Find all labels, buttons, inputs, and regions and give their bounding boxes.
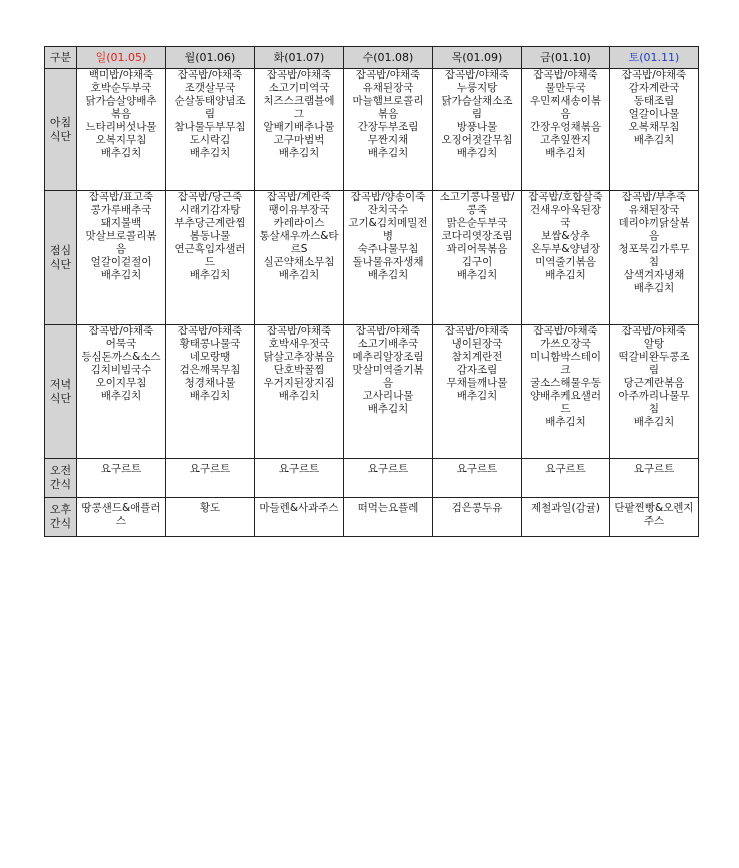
row-label-line: 식단: [49, 129, 72, 143]
menu-item: 백미밥/야채죽: [88, 69, 154, 81]
menu-item: 잡곡밥/야채죽: [266, 325, 332, 337]
menu-item: 미역줄기볶음: [535, 256, 596, 268]
menu-item: 잡곡밥/야채죽: [444, 325, 510, 337]
menu-item: 잡곡밥/당근죽: [177, 191, 243, 203]
menu-item: 배추김치: [100, 147, 142, 159]
menu-item: 오복채무침: [628, 121, 680, 133]
row-label-line: 식단: [49, 391, 72, 405]
dinner-row: [45, 325, 699, 459]
menu-item: 시래기감자탕: [179, 204, 241, 216]
menu-item: 음: [560, 108, 571, 120]
row-label-lunch: [45, 191, 77, 325]
menu-item: 미니함박스테이: [529, 351, 601, 363]
menu-item: 어묵국: [105, 338, 137, 350]
meal-cell: [522, 459, 610, 498]
meal-cell: [255, 191, 344, 325]
menu-item: 병: [382, 230, 394, 242]
menu-item: 굴소스해물우동: [529, 377, 601, 389]
menu-item: 참치계란전: [451, 351, 503, 363]
menu-item: 유채된장국: [362, 82, 414, 94]
menu-item: 얼갈이나물: [628, 108, 680, 120]
menu-item: 배추김치: [367, 269, 409, 281]
menu-item: 배추김치: [189, 269, 231, 281]
meal-cell: [433, 69, 522, 191]
menu-item: 스: [115, 515, 127, 527]
menu-item: 르S: [290, 243, 308, 255]
menu-item: 소고기콩나물밥/: [439, 191, 515, 203]
menu-item: 고추잎짠지: [540, 134, 591, 146]
menu-item: 냉이된장국: [451, 338, 503, 350]
menu-item: 잡곡밥/야채죽: [88, 325, 154, 337]
menu-item: 배추김치: [189, 390, 231, 402]
menu-item: 잡곡밥/야채죽: [621, 69, 687, 81]
menu-item: 잡곡밥/야채죽: [444, 69, 510, 81]
menu-item: 건새우아욱된장: [529, 204, 601, 216]
menu-item: 참나물두부무침: [174, 121, 246, 133]
meal-cell: [344, 459, 433, 498]
menu-item: 당근계란볶음: [623, 377, 685, 389]
menu-item: 황태콩나물국: [179, 338, 241, 350]
menu-item: 잡곡밥/야채죽: [177, 69, 243, 81]
meal-cell: [433, 459, 522, 498]
menu-item: 등심돈까스&소스: [81, 351, 161, 363]
menu-item: 우거지된장지짐: [263, 377, 335, 389]
meal-cell: [610, 459, 699, 498]
menu-item: 마늘햄브로콜리: [352, 95, 424, 107]
menu-item: 메추리알장조림: [352, 351, 424, 363]
menu-item: 맑은순두부국: [446, 217, 508, 229]
menu-item: 콩가루배추국: [90, 204, 152, 216]
meal-cell: [610, 498, 699, 537]
menu-item: 코다리엿장조림: [441, 230, 513, 242]
menu-item: 잡곡밥/야채죽: [266, 69, 332, 81]
menu-item: 알탕: [643, 338, 665, 350]
breakfast-row: [45, 69, 699, 191]
menu-item: 림: [204, 108, 216, 120]
meal-cell: [166, 325, 255, 459]
row-label-line: 간식: [49, 478, 72, 491]
menu-item: 땅콩샌드&애플러: [81, 502, 161, 514]
menu-item: 통살새우까스&타: [259, 230, 339, 242]
menu-item: 데리야끼닭살볶: [618, 217, 690, 229]
meal-cell: [77, 498, 166, 537]
day-header-sat: 토(01.11): [610, 47, 699, 69]
row-label-line: 저녁: [49, 377, 72, 391]
meal-cell: [433, 325, 522, 459]
menu-item: 림: [471, 108, 483, 120]
menu-item: 고사리나물: [362, 390, 414, 402]
menu-item: 잡곡밥/야채죽: [621, 325, 687, 337]
weekly-menu-table: [44, 46, 699, 537]
menu-item: 떡갈비완두콩조: [618, 351, 690, 363]
menu-item: 동태조림: [633, 95, 675, 107]
menu-item: 방풍나물: [456, 121, 498, 133]
menu-item: 침: [648, 403, 660, 415]
menu-item: 닭살고추장볶음: [263, 351, 335, 363]
meal-cell: [344, 325, 433, 459]
menu-item: 무짠지채: [367, 134, 409, 146]
menu-item: 소고기배추국: [357, 338, 419, 350]
meal-cell: [166, 69, 255, 191]
menu-item: 맛살미역줄기볶: [352, 364, 424, 376]
menu-item: 물만두국: [545, 82, 586, 94]
meal-cell: [77, 69, 166, 191]
menu-item: 아주까리나물무: [618, 390, 690, 402]
menu-item: 잡곡밥/야채죽: [355, 69, 421, 81]
meal-cell: [344, 191, 433, 325]
menu-item: 드: [204, 256, 216, 268]
menu-item: 연근흑임자샐러: [174, 243, 246, 255]
menu-item: 배추김치: [456, 269, 498, 281]
menu-item: 닭가슴살양배추: [85, 95, 157, 107]
row-label-line: 식단: [49, 257, 72, 271]
header-label: 구분: [45, 47, 77, 69]
menu-item: 잡곡밥/야채죽: [355, 325, 421, 337]
day-header-tue: 화(01.07): [255, 47, 344, 69]
row-label-line: 아침: [49, 115, 72, 129]
menu-item: 치즈스크램블에: [263, 95, 335, 107]
menu-item: 배추김치: [278, 269, 320, 281]
menu-item: 잡곡밥/야채죽: [533, 325, 598, 337]
day-header-wed: 수(01.08): [344, 47, 433, 69]
meal-cell: [522, 191, 610, 325]
menu-item: 간장우엉채볶음: [529, 121, 601, 133]
meal-cell: [610, 69, 699, 191]
meal-cell: [433, 498, 522, 537]
menu-item: 소고기미역국: [268, 82, 330, 94]
meal-cell: [344, 498, 433, 537]
meal-cell: [610, 325, 699, 459]
menu-item: 닭가슴살채소조: [441, 95, 513, 107]
row-label-am-snack: [45, 459, 77, 498]
menu-item: 잡곡밥/양송이죽: [350, 191, 426, 203]
row-label-line: 점심: [49, 243, 72, 257]
day-header-sun: 일(01.05): [77, 47, 166, 69]
menu-item: 잡곡밥/야채죽: [533, 69, 598, 81]
menu-item: 음: [115, 243, 127, 255]
menu-item: 감자조림: [456, 364, 498, 376]
am-snack-row: [45, 459, 699, 498]
menu-item: 감자계란국: [628, 82, 680, 94]
menu-item: 배추김치: [456, 147, 498, 159]
menu-item: 요구르트: [100, 463, 142, 475]
menu-item: 얼갈이겉절이: [90, 256, 152, 268]
menu-item: 잡곡밥/부추죽: [621, 191, 687, 203]
menu-item: 단팥찐빵&오렌지: [614, 502, 694, 514]
menu-item: 네모랑땡: [189, 351, 231, 363]
menu-item: 음: [648, 230, 660, 242]
menu-item: 보쌈&상추: [541, 230, 590, 242]
meal-cell: [255, 325, 344, 459]
menu-item: 요구르트: [367, 463, 409, 475]
menu-item: 잡곡밥/호합살죽: [528, 191, 603, 203]
row-label-line: 간식: [49, 517, 72, 530]
menu-item: 배추김치: [545, 147, 586, 159]
menu-item: 배추김치: [367, 147, 409, 159]
meal-cell: [166, 459, 255, 498]
menu-item: 오이지무침: [95, 377, 147, 389]
menu-item: 요구르트: [278, 463, 320, 475]
menu-item: 실곤약채소무침: [263, 256, 335, 268]
menu-item: 배추김치: [100, 390, 142, 402]
menu-item: 볶음: [110, 108, 132, 120]
menu-item: 잔치국수: [367, 204, 409, 216]
menu-item: 부추당근계란찜: [174, 217, 246, 229]
menu-item: 그: [293, 108, 305, 120]
menu-item: 김구이: [461, 256, 493, 268]
meal-cell: [77, 191, 166, 325]
menu-item: 우민찌새송이볶: [529, 95, 601, 107]
meal-cell: [77, 459, 166, 498]
menu-item: 조갯살무국: [184, 82, 236, 94]
meal-cell: [255, 498, 344, 537]
menu-item: 맛살브로콜리볶: [85, 230, 157, 242]
menu-item: 간장두부조림: [357, 121, 419, 133]
menu-item: 요구르트: [545, 463, 586, 475]
menu-item: 느타리버섯나물: [85, 121, 157, 133]
menu-item: 봄동나물: [189, 230, 231, 242]
menu-item: 마들렌&사과주스: [259, 502, 339, 514]
row-label-pm-snack: [45, 498, 77, 537]
menu-item: 콩죽: [466, 204, 488, 216]
menu-item: 청경채나물: [184, 377, 236, 389]
menu-item: 알배기배추나물: [263, 121, 335, 133]
menu-item: 림: [648, 364, 660, 376]
meal-cell: [522, 69, 610, 191]
menu-item: 잡곡밥/표고죽: [88, 191, 154, 203]
day-header-mon: 월(01.06): [166, 47, 255, 69]
meal-cell: [255, 459, 344, 498]
menu-item: 배추김치: [189, 147, 231, 159]
meal-cell: [433, 191, 522, 325]
menu-item: 팽이유부장국: [268, 204, 330, 216]
menu-item: 배추김치: [633, 134, 675, 146]
menu-item: 배추김치: [278, 390, 320, 402]
menu-item: 돼지불백: [100, 217, 142, 229]
menu-item: 잡곡밥/계란죽: [266, 191, 332, 203]
menu-item: 배추김치: [456, 390, 498, 402]
menu-item: 호박순두부국: [90, 82, 152, 94]
menu-item: 주스: [643, 515, 665, 527]
meal-cell: [166, 191, 255, 325]
row-label-line: 오후: [49, 503, 72, 516]
menu-item: 요구르트: [633, 463, 675, 475]
menu-item: 김치비빔국수: [90, 364, 152, 376]
menu-item: 침: [648, 256, 660, 268]
menu-item: 요구르트: [189, 463, 231, 475]
menu-item: 국: [560, 217, 571, 229]
menu-item: 오복지무침: [95, 134, 147, 146]
lunch-row: [45, 191, 699, 325]
menu-item: 단호박꿀찜: [273, 364, 325, 376]
menu-item: 배추김치: [278, 147, 320, 159]
day-header-thu: 목(01.09): [433, 47, 522, 69]
menu-item: 크: [560, 364, 571, 376]
meal-cell: [255, 69, 344, 191]
menu-item: 드: [560, 403, 571, 415]
menu-item: 고기&김치메밀전: [348, 217, 428, 229]
menu-item: 배추김치: [545, 269, 586, 281]
meal-cell: [77, 325, 166, 459]
menu-item: 고구마범벅: [273, 134, 325, 146]
menu-item: 황도: [199, 502, 221, 514]
menu-item: 검은콩두유: [451, 502, 503, 514]
menu-item: 배추김치: [367, 403, 409, 415]
menu-item: 꽈리어묵볶음: [446, 243, 508, 255]
pm-snack-row: [45, 498, 699, 537]
meal-cell: [522, 325, 610, 459]
menu-item: 도시락김: [189, 134, 231, 146]
menu-item: 삼색겨자냉채: [623, 269, 685, 281]
meal-cell: [522, 498, 610, 537]
day-header-fri: 금(01.10): [522, 47, 610, 69]
menu-item: 제철과일(감귤): [530, 502, 601, 514]
row-label-line: 오전: [49, 464, 72, 477]
menu-item: 누룽지탕: [456, 82, 498, 94]
menu-item: 잡곡밥/야채죽: [177, 325, 243, 337]
meal-cell: [344, 69, 433, 191]
row-label-breakfast: [45, 69, 77, 191]
menu-item: 요구르트: [456, 463, 498, 475]
row-label-dinner: [45, 325, 77, 459]
menu-item: 순살동태양념조: [174, 95, 246, 107]
menu-item: 유채된장국: [628, 204, 680, 216]
menu-item: 배추김치: [633, 282, 675, 294]
menu-item: 음: [382, 377, 394, 389]
menu-item: 온두부&양념장: [530, 243, 601, 255]
menu-item: 호박새우젓국: [268, 338, 330, 350]
meal-cell: [166, 498, 255, 537]
menu-item: 배추김치: [545, 416, 586, 428]
menu-item: 가쓰오장국: [540, 338, 591, 350]
menu-item: 검은깨묵무침: [179, 364, 241, 376]
menu-item: 오징어젓갈무침: [441, 134, 513, 146]
menu-item: 숙주나물무침: [357, 243, 419, 255]
menu-item: 배추김치: [633, 416, 675, 428]
menu-item: 청포묵김가루무: [618, 243, 690, 255]
menu-item: 볶음: [377, 108, 399, 120]
menu-item: 돌나물유자생채: [352, 256, 424, 268]
menu-item: 무채들깨나물: [446, 377, 508, 389]
menu-item: 카레라이스: [273, 217, 325, 229]
menu-item: 배추김치: [100, 269, 142, 281]
menu-item: 떠먹는요플레: [357, 502, 419, 514]
meal-cell: [610, 191, 699, 325]
header-row: [45, 47, 699, 69]
menu-item: 양배추케요샐러: [529, 390, 601, 402]
